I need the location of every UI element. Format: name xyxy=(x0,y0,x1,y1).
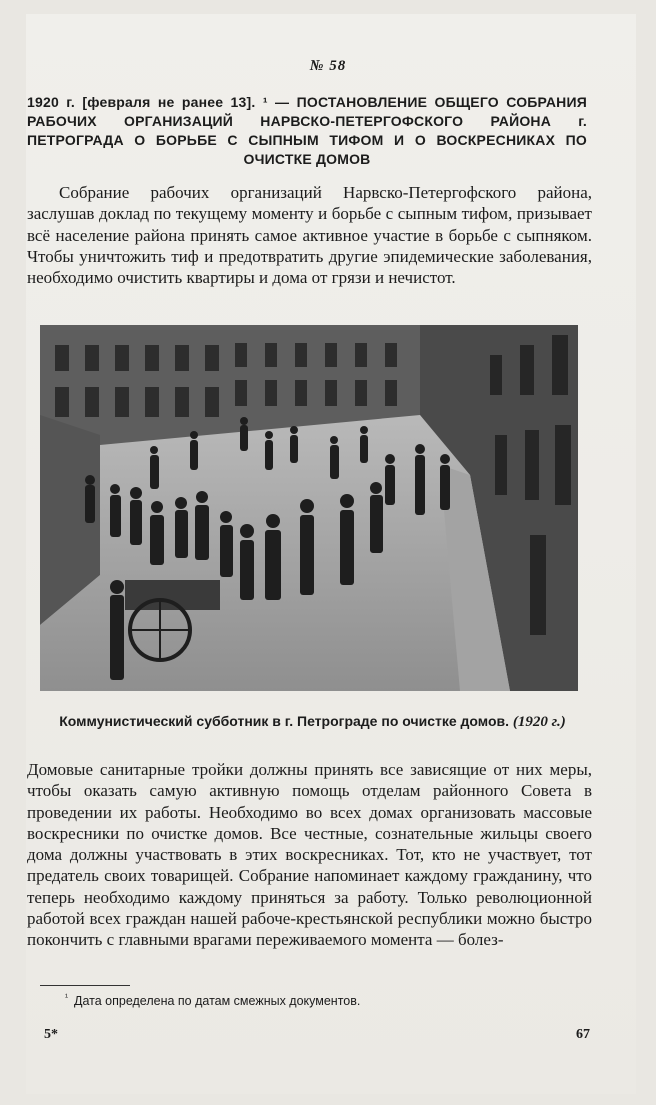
paragraph-1: Собрание рабочих организаций Нарвско-Петергофского района, заслушав доклад по текущему моменту и борьбе с сыпным тифом, призывает всё население района принять самое активное участие в борьбе с сыпняком. Чтобы уничтожить тиф и предотвратить другие эпидемические заболевания, необходимо очистить квартиры и дома от грязи и нечистот. xyxy=(27,183,592,288)
document-heading: 1920 г. [февраля не ранее 13]. ¹ — ПОСТАНОВЛЕНИЕ ОБЩЕГО СОБРАНИЯ РАБОЧИХ ОРГАНИЗАЦИЙ НАРВСКО-ПЕТЕРГОФСКОГО РАЙОНА г. ПЕТРОГРАДА О БОРЬБЕ С СЫПНЫМ ТИФОМ И О ВОСКРЕСНИКАХ ПО ОЧИСТКЕ ДОМОВ xyxy=(27,94,587,167)
caption-date: (1920 г.) xyxy=(512,714,566,730)
footnote-divider xyxy=(40,985,130,986)
photo-caption xyxy=(40,713,585,731)
footnote-mark: ¹ xyxy=(65,992,68,1002)
document-number: № 58 xyxy=(309,58,347,74)
paragraph-2: Домовые санитарные тройки должны принять все зависящие от них меры, чтобы оказать самую активную помощь отделам районного Совета в проведении их работы. Необходимо во всех домах организовать массовые воскресники по очистке домов. Все честные, сознательные жильцы своего дома должны участвовать в этих воскресниках. Тот, кто не участвует, тот предатель своих товарищей. Собрание напоминает каждому гражданину, что теперь необходимо каждому приняться за работу. Только революционной работой всех граждан нашей рабоче-крестьянской республики можно быстро покончить с главными врагами переживаемого момента — болез- xyxy=(27,760,592,950)
caption-text: Коммунистический субботник в г. Петрограде по очистке домов. xyxy=(59,713,509,729)
page-number: 67 xyxy=(576,1027,590,1042)
footnote xyxy=(65,992,585,1008)
historical-photograph xyxy=(40,325,578,691)
photograph-image xyxy=(40,325,578,691)
footnote-text: Дата определена по датам смежных документов. xyxy=(74,994,361,1009)
signature-mark: 5* xyxy=(44,1027,58,1042)
